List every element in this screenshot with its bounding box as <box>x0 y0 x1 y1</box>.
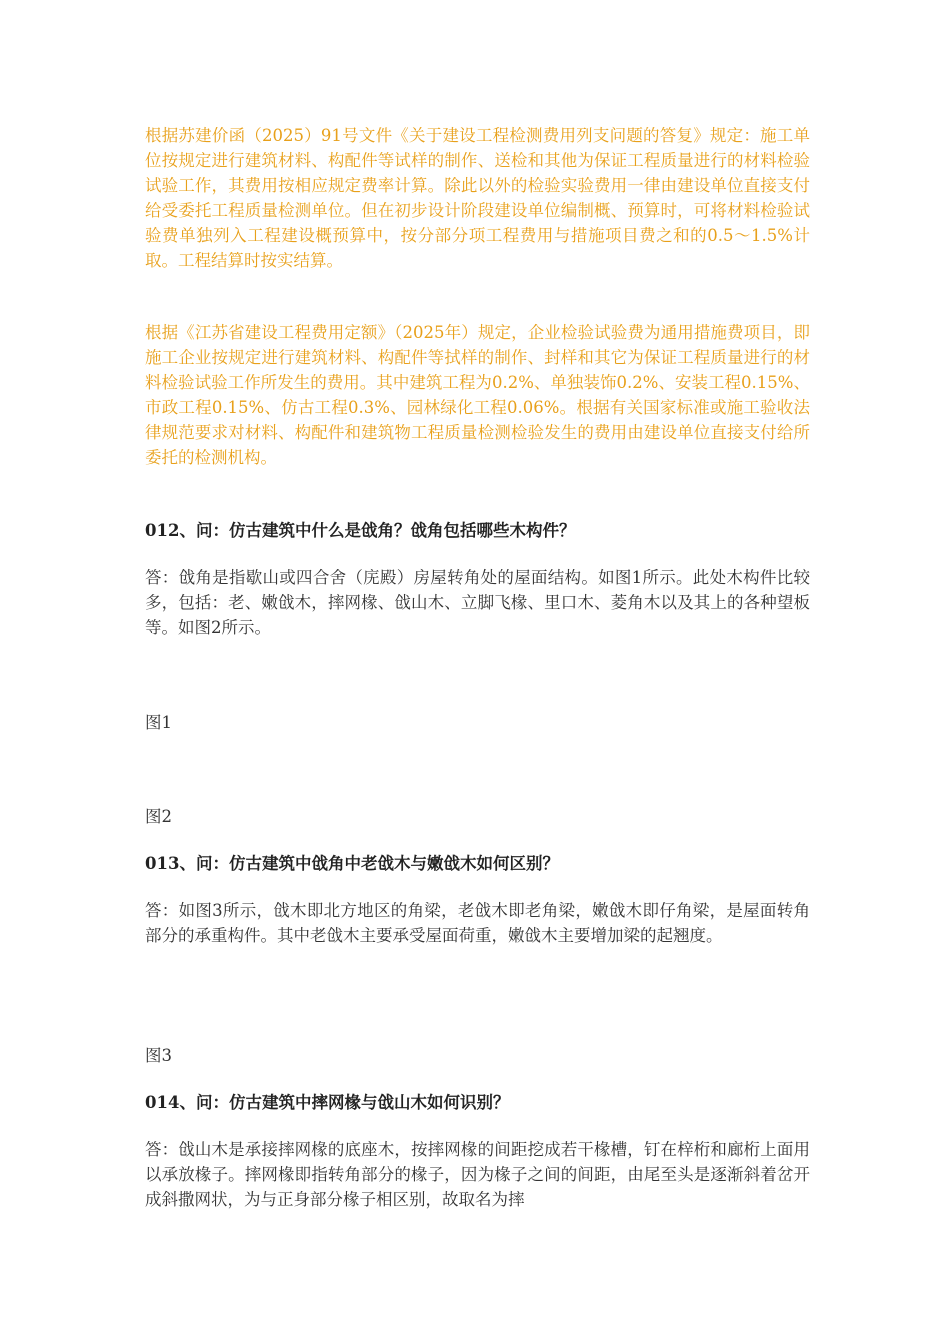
question-014: 014、问：仿古建筑中摔网椽与戗山木如何识别？ <box>145 1093 510 1112</box>
answer-013: 答：如图3所示，戗木即北方地区的角梁，老戗木即老角梁，嫩戗木即仔角梁，是屋面转角部分的承重构件。其中老戗木主要承受屋面荷重，嫩戗木主要增加梁的起翘度。 <box>145 901 810 945</box>
question-012: 012、问：仿古建筑中什么是戗角？戗角包括哪些木构件？ <box>145 521 576 540</box>
figure-3-caption: 图3 <box>145 1046 172 1065</box>
answer-012: 答：戗角是指歇山或四合舍（庑殿）房屋转角处的屋面结构。如图1所示。此处木构件比较多，包括：老、嫩戗木，摔网椽、戗山木、立脚飞椽、里口木、菱角木以及其上的各种望板等。如图2所示。 <box>145 568 810 637</box>
figure-2-caption: 图2 <box>145 807 172 826</box>
fee-regulation-paragraph-2: 根据《江苏省建设工程费用定额》（2025年）规定，企业检验试验费为通用措施费项目，即施工企业按规定进行建筑材料、构配件等拭样的制作、封样和其它为保证工程质量进行的材料检验试验工作所发生的费用。其中建筑工程为0.2%、单独装饰0.2%、安装工程0.15%、市政工程0.15%、仿古工程0.3%、园林绿化工程0.06%。根据有关国家标准或施工验收法律规范要求对材料、构配件和建筑物工程质量检测检验发生的费用由建设单位直接支付给所委托的检测机构。 <box>145 323 810 467</box>
fee-regulation-paragraph-1: 根据苏建价函（2025）91号文件《关于建设工程检测费用列支问题的答复》规定：施工单位按规定进行建筑材料、构配件等试样的制作、送检和其他为保证工程质量进行的材料检验试验工作，其费用按相应规定费率计算。除此以外的检验实验费用一律由建设单位直接支付给受委托工程质量检测单位。但在初步设计阶段建设单位编制概、预算时，可将材料检验试验费单独列入工程建设概预算中，按分部分项工程费用与措施项目费之和的0.5～1.5%计取。工程结算时按实结算。 <box>145 126 810 270</box>
figure-1-caption: 图1 <box>145 713 172 732</box>
answer-014: 答：戗山木是承接摔网椽的底座木，按摔网椽的间距挖成若干椽槽，钉在梓桁和廊桁上面用以承放椽子。摔网椽即指转角部分的椽子，因为椽子之间的间距，由尾至头是逐渐斜着岔开成斜撒网状，为与正身部分椽子相区别，故取名为摔 <box>145 1140 810 1209</box>
question-013: 013、问：仿古建筑中戗角中老戗木与嫩戗木如何区别？ <box>145 854 559 873</box>
